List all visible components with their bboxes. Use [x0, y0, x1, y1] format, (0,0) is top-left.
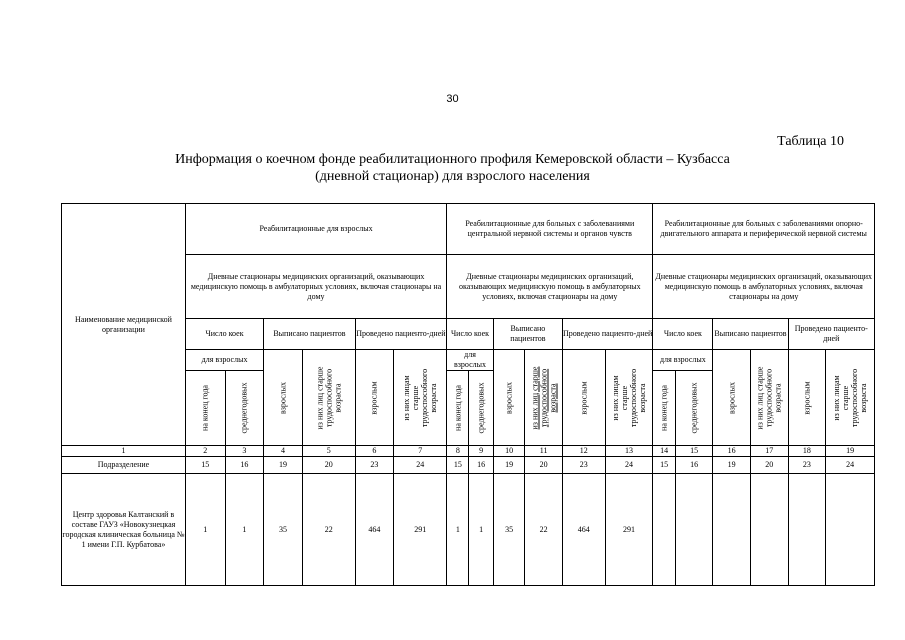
column-number: 4 [264, 446, 303, 457]
table-cell: 464 [355, 474, 394, 586]
group-discharged-1: Выписано пациентов [264, 319, 355, 350]
table-cell: 1 [185, 474, 225, 586]
table-cell: 16 [225, 457, 264, 474]
column-number: 11 [525, 446, 563, 457]
col-head-adults-1: взрослых [264, 350, 303, 446]
title-line-1: Информация о коечном фонде реабилитационного профиля Кемеровской области – Кузбасса [175, 152, 730, 167]
table-cell [750, 474, 788, 586]
column-number: 2 [185, 446, 225, 457]
table-cell: 24 [394, 457, 447, 474]
col-head-older-1: из них лиц старше трудоспособного возраста [302, 350, 355, 446]
group-patient-days-2: Проведено пациенто-дней [562, 319, 653, 350]
table-cell [826, 474, 875, 586]
table-cell: 24 [826, 457, 875, 474]
table-cell: 23 [355, 457, 394, 474]
table-cell: 291 [394, 474, 447, 586]
section-header-2: Реабилитационные для больных с заболеваниями центральной нервной системы и органов чувств [447, 204, 653, 255]
table-cell: 24 [605, 457, 653, 474]
table-cell: 1 [447, 474, 469, 586]
row-org-name: Подразделение [62, 457, 186, 474]
section-header-3: Реабилитационные для больных с заболеваниями опорно-двигательного аппарата и периферической нервной системы [653, 204, 875, 255]
table-cell: 1 [225, 474, 264, 586]
column-number: 8 [447, 446, 469, 457]
subheader-1: Дневные стационары медицинских организаций, оказывающих медицинскую помощь в амбулаторных условиях, включая стационары на дому [185, 255, 446, 319]
table-label: Таблица 10 [777, 134, 844, 149]
col-head-adults-2: взрослых [493, 350, 524, 446]
table-cell: 23 [562, 457, 605, 474]
table-row [62, 474, 875, 586]
document-title [0, 151, 905, 185]
column-number: 15 [675, 446, 713, 457]
table-cell: 19 [713, 457, 751, 474]
table-cell [653, 474, 675, 586]
col-head-end-of-year-1: на конец года [185, 371, 225, 446]
col-head-avg-annual-1: среднегодовых [225, 371, 264, 446]
adults-label-2: для взрослых [447, 350, 494, 371]
col-head-older-dat-3: из них лицам старше трудоспособного возраста [826, 350, 875, 446]
column-number: 14 [653, 446, 675, 457]
table-cell: 35 [493, 474, 524, 586]
org-name-header: Наименование медицинской организации [62, 204, 186, 446]
group-beds-1: Число коек [185, 319, 263, 350]
table-cell: 19 [493, 457, 524, 474]
table-cell: 15 [653, 457, 675, 474]
subheader-2: Дневные стационары медицинских организаций, оказывающих медицинскую помощь в амбулаторных условиях, включая стационары на дому [447, 255, 653, 319]
table-cell: 1 [469, 474, 493, 586]
table-cell: 20 [525, 457, 563, 474]
table-cell: 20 [750, 457, 788, 474]
table-cell: 20 [302, 457, 355, 474]
col-head-adults-dat-3: взрослым [788, 350, 826, 446]
column-number: 1 [62, 446, 186, 457]
row-org-name: Центр здоровья Калтанский в составе ГАУЗ «Новокузнецкая городская клиническая больница № 1 имени Г.П. Курбатова» [62, 474, 186, 586]
column-number: 19 [826, 446, 875, 457]
col-head-older-3: из них лиц старше трудоспособного возраста [750, 350, 788, 446]
title-line-2: (дневной стационар) для взрослого населения [315, 169, 590, 184]
group-beds-3: Число коек [653, 319, 713, 350]
table-cell: 22 [302, 474, 355, 586]
column-number: 3 [225, 446, 264, 457]
table-cell: 22 [525, 474, 563, 586]
table-cell: 15 [447, 457, 469, 474]
col-head-end-of-year-2: на конец года [447, 371, 469, 446]
table-row [62, 457, 875, 474]
group-patient-days-3: Проведено пациенто-дней [788, 319, 874, 350]
col-head-older-dat-1: из них лицам старше трудоспособного возраста [394, 350, 447, 446]
col-head-avg-annual-2: среднегодовых [469, 371, 493, 446]
table-cell [675, 474, 713, 586]
col-head-adults-dat-1: взрослым [355, 350, 394, 446]
col-head-older-dat-2: из них лицам старше трудоспособного возраста [605, 350, 653, 446]
column-number: 7 [394, 446, 447, 457]
table-cell: 16 [675, 457, 713, 474]
table-cell: 16 [469, 457, 493, 474]
group-patient-days-1: Проведено пациенто-дней [355, 319, 447, 350]
group-beds-2: Число коек [447, 319, 494, 350]
column-number: 9 [469, 446, 493, 457]
col-head-adults-3: взрослых [713, 350, 751, 446]
header-row-sections [62, 204, 875, 255]
table-cell [713, 474, 751, 586]
subheader-3: Дневные стационары медицинских организаций, оказывающих медицинскую помощь в амбулаторных условиях, включая стационары на дому [653, 255, 875, 319]
column-number: 16 [713, 446, 751, 457]
table-cell: 23 [788, 457, 826, 474]
col-head-adults-dat-2: взрослым [562, 350, 605, 446]
table-cell: 15 [185, 457, 225, 474]
column-number: 5 [302, 446, 355, 457]
section-header-1: Реабилитационные для взрослых [185, 204, 446, 255]
bed-fund-table [61, 203, 875, 586]
column-number: 10 [493, 446, 524, 457]
column-number: 6 [355, 446, 394, 457]
table-cell: 19 [264, 457, 303, 474]
column-number: 13 [605, 446, 653, 457]
column-number: 12 [562, 446, 605, 457]
page-number: 30 [446, 93, 459, 105]
column-number: 18 [788, 446, 826, 457]
table-cell: 291 [605, 474, 653, 586]
col-head-avg-annual-3: среднегодовых [675, 371, 713, 446]
column-numbers-row [62, 446, 875, 457]
column-number: 17 [750, 446, 788, 457]
adults-label-1: для взрослых [185, 350, 263, 371]
group-discharged-2: Выписано пациентов [493, 319, 562, 350]
adults-label-3: для взрослых [653, 350, 713, 371]
col-head-older-2: из них лиц старше трудоспособного возраста [525, 350, 563, 446]
table-cell [788, 474, 826, 586]
table-cell: 464 [562, 474, 605, 586]
table-cell: 35 [264, 474, 303, 586]
group-discharged-3: Выписано пациентов [713, 319, 788, 350]
col-head-end-of-year-3: на конец года [653, 371, 675, 446]
